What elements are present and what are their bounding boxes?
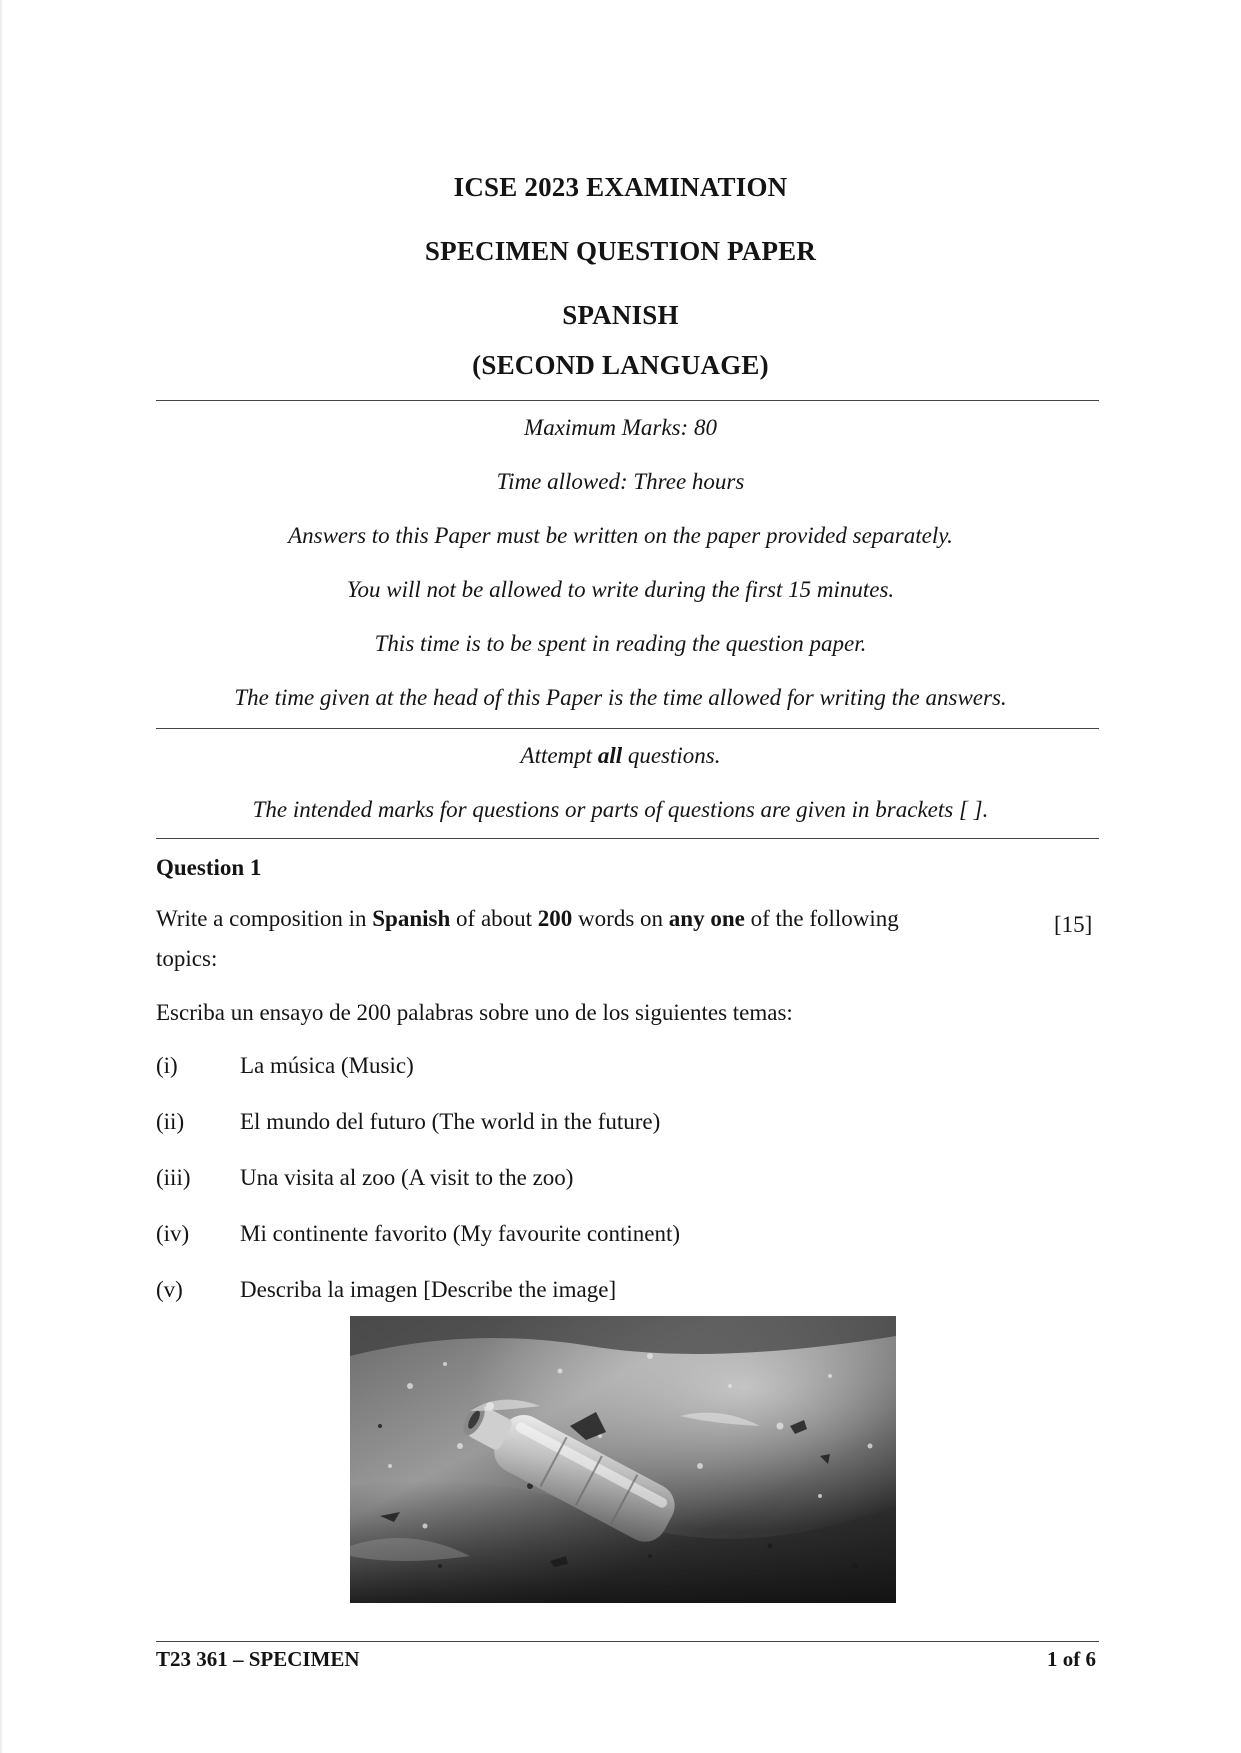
- no-write-note: You will not be allowed to write during the first 15 minutes.: [346, 577, 895, 602]
- divider-middle: [156, 728, 1099, 729]
- bottle-in-water-image: [350, 1316, 896, 1603]
- time-allowed: Time allowed: Three hours: [496, 469, 745, 494]
- attempt-bold: all: [597, 743, 623, 768]
- prompt-part: Write a composition in: [156, 906, 373, 931]
- page-number: 1 of 6: [1047, 1647, 1096, 1671]
- paper-type: SPECIMEN QUESTION PAPER: [424, 236, 817, 266]
- option-text: El mundo del futuro (The world in the future): [240, 1109, 661, 1134]
- time-head-note: The time given at the head of this Paper is the time allowed for writing the answers.: [234, 685, 1007, 710]
- prompt-bold: any one: [668, 906, 745, 931]
- option-text: Mi continente favorito (My favourite continent): [240, 1221, 681, 1246]
- prompt-part: of about: [450, 906, 538, 931]
- footer-divider: [156, 1641, 1099, 1642]
- marks-note: The intended marks for questions or parts of questions are given in brackets [ ].: [252, 797, 989, 822]
- option-text: La música (Music): [240, 1053, 414, 1078]
- reading-note: This time is to be spent in reading the question paper.: [374, 631, 867, 656]
- option-number: (iv): [156, 1221, 190, 1246]
- divider-top: [156, 400, 1099, 401]
- divider-bottom: [156, 838, 1099, 839]
- subject-title: SPANISH: [562, 300, 679, 330]
- question-prompt: [156, 904, 1016, 934]
- option-number: (iii): [156, 1165, 191, 1190]
- max-marks: Maximum Marks: 80: [524, 415, 717, 440]
- option-text: Describa la imagen [Describe the image]: [240, 1277, 617, 1302]
- option-text: Una visita al zoo (A visit to the zoo): [240, 1165, 574, 1190]
- attempt-prefix: Attempt: [520, 743, 598, 768]
- prompt-bold: 200: [537, 906, 573, 931]
- question-marks: [15]: [1054, 912, 1093, 937]
- question-prompt-line2: topics:: [156, 946, 218, 971]
- option-number: (v): [156, 1277, 183, 1302]
- spanish-prompt: Escriba un ensayo de 200 palabras sobre uno de los siguientes temas:: [156, 1000, 793, 1025]
- prompt-part: of the following: [744, 906, 899, 931]
- option-number: (i): [156, 1053, 178, 1078]
- exam-title: ICSE 2023 EXAMINATION: [453, 172, 788, 202]
- question-heading: Question 1: [156, 855, 262, 880]
- attempt-suffix: questions.: [622, 743, 721, 768]
- subject-subtitle: (SECOND LANGUAGE): [472, 350, 769, 380]
- paper-code: T23 361 – SPECIMEN: [156, 1647, 360, 1671]
- attempt-note: [0, 741, 1241, 771]
- answers-note: Answers to this Paper must be written on the paper provided separately.: [288, 523, 953, 548]
- option-number: (ii): [156, 1109, 185, 1134]
- prompt-part: words on: [572, 906, 669, 931]
- prompt-bold: Spanish: [372, 906, 451, 931]
